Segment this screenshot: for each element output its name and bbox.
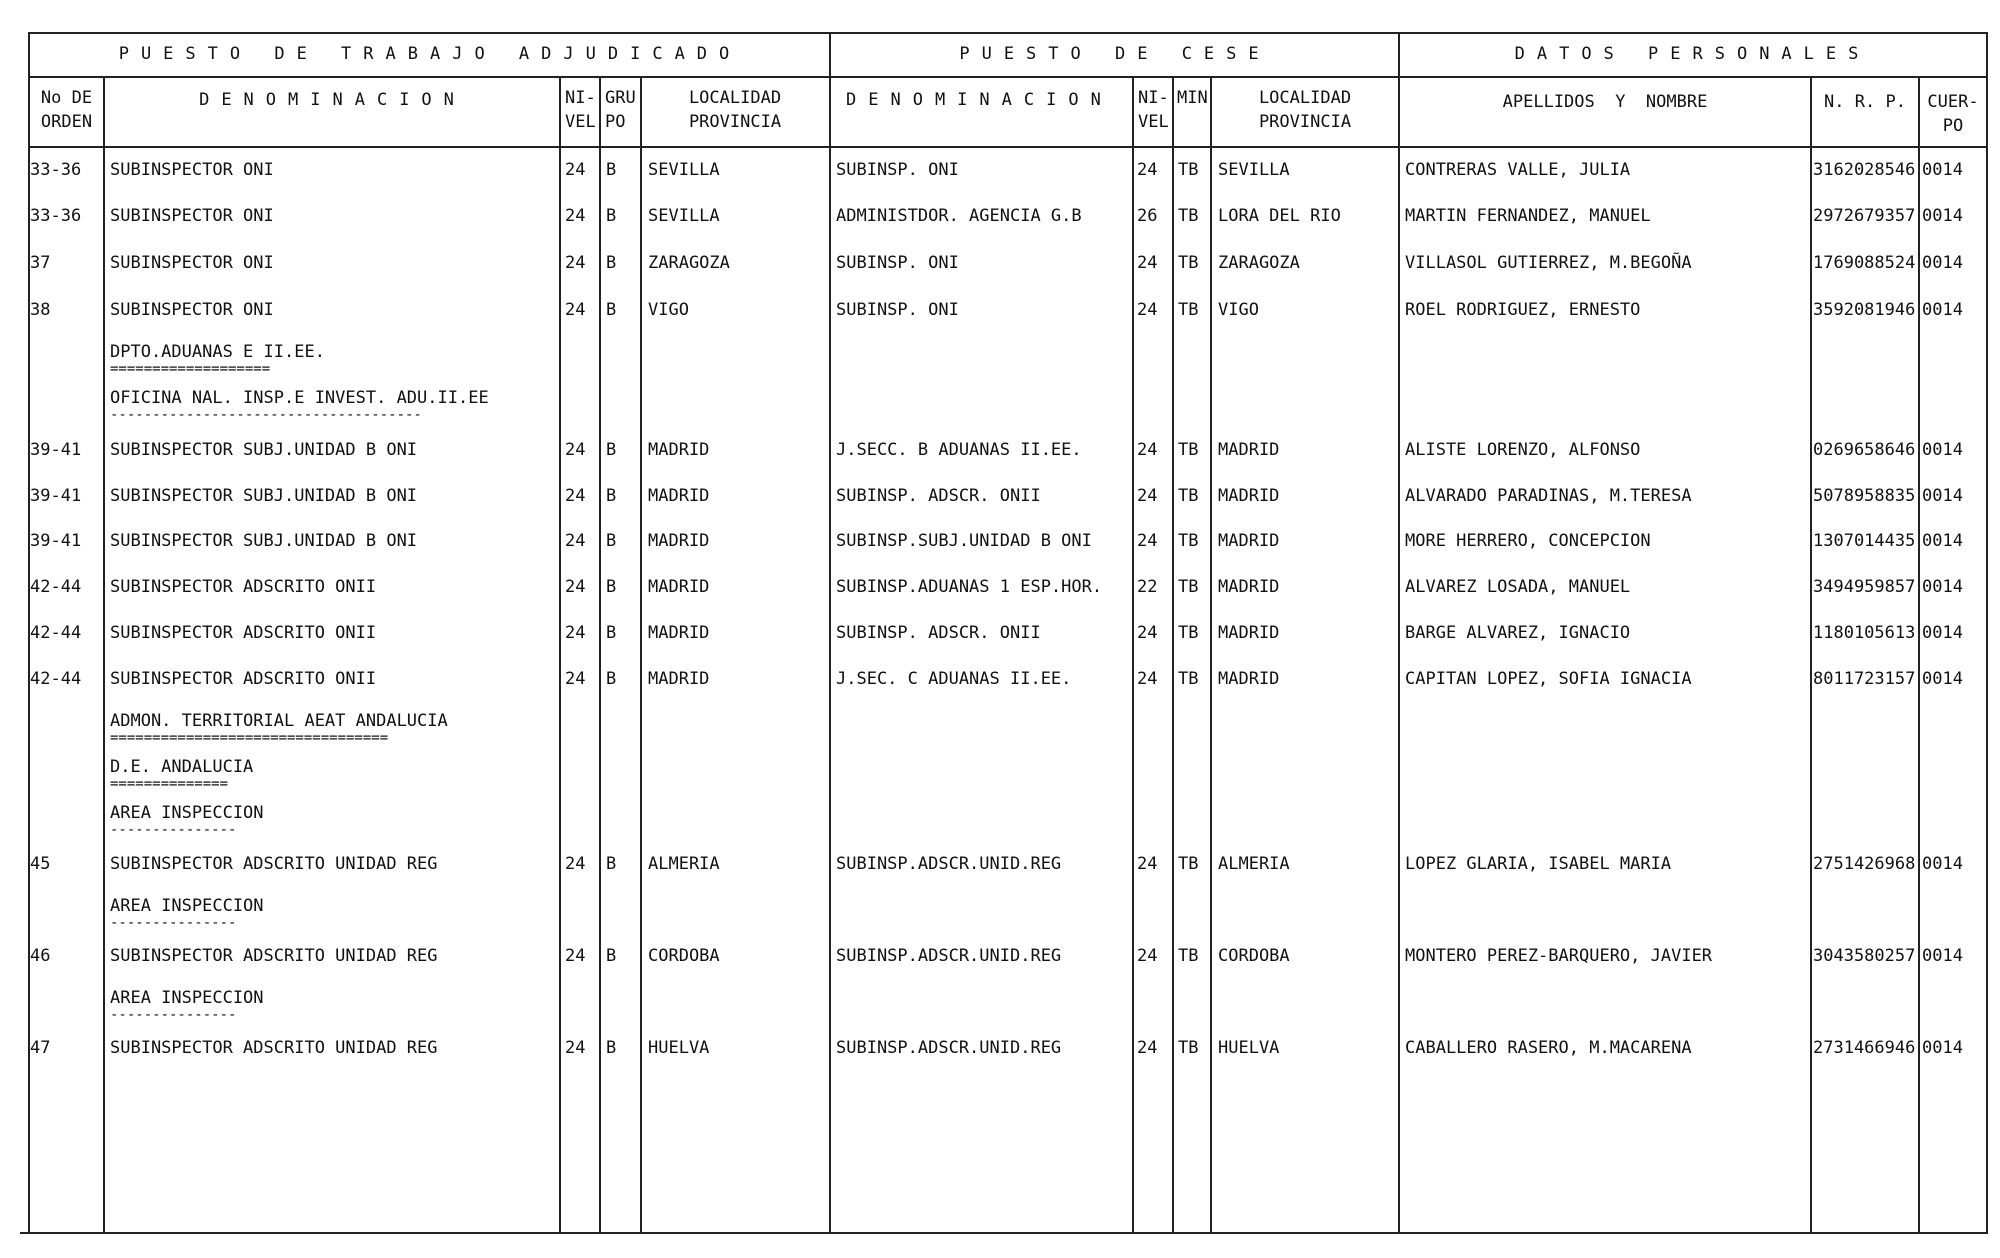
col-header-orden-1: No DE — [40, 88, 93, 108]
cell-denominacion: SUBINSPECTOR SUBJ.UNIDAD B ONI — [110, 440, 418, 460]
cell-denominacion: SUBINSPECTOR ADSCRITO UNIDAD REG — [110, 854, 438, 874]
right-border — [1986, 32, 1988, 1232]
cell-cese-localidad: MADRID — [1218, 669, 1280, 689]
section-heading: DPTO.ADUANAS E II.EE. — [110, 342, 325, 362]
cell-nrp: 3162028546 — [1813, 160, 1916, 180]
cell-cese-localidad: MADRID — [1218, 486, 1280, 506]
section-underline: --------------- — [110, 1007, 237, 1023]
cell-cese-nivel: 24 — [1137, 300, 1158, 320]
cell-nrp: 5078958835 — [1813, 486, 1916, 506]
cell-cese-denominacion: SUBINSP. ONI — [836, 253, 959, 273]
cell-cese-localidad: MADRID — [1218, 623, 1280, 643]
cell-min: TB — [1178, 577, 1199, 597]
cell-denominacion: SUBINSPECTOR ADSCRITO UNIDAD REG — [110, 1038, 438, 1058]
cell-cuerpo: 0014 — [1922, 669, 1963, 689]
cell-cese-localidad: LORA DEL RIO — [1218, 206, 1341, 226]
cell-cuerpo: 0014 — [1922, 577, 1963, 597]
cell-nivel: 24 — [565, 300, 586, 320]
cell-orden: 42-44 — [30, 669, 82, 689]
col-header-cuerpo-1: CUER- — [1927, 92, 1979, 112]
cell-orden: 37 — [30, 253, 51, 273]
section-heading: ADMON. TERRITORIAL AEAT ANDALUCIA — [110, 711, 448, 731]
cell-min: TB — [1178, 440, 1199, 460]
cell-grupo: B — [606, 531, 617, 551]
col-divider-min — [1210, 78, 1212, 1232]
cell-nivel: 24 — [565, 486, 586, 506]
group-header-datos-personales: DATOS PERSONALES — [1514, 44, 1871, 64]
group-header-divider — [28, 76, 1988, 78]
cell-orden: 39-41 — [30, 440, 82, 460]
col-divider-cese-denominacion — [1132, 78, 1134, 1232]
col-header-nrp: N. R. P. — [1824, 92, 1906, 112]
cell-nombre: VILLASOL GUTIERREZ, M.BEGOÑA — [1405, 253, 1692, 273]
cell-cese-nivel: 24 — [1137, 669, 1158, 689]
cell-nombre: ALISTE LORENZO, ALFONSO — [1405, 440, 1641, 460]
cell-grupo: B — [606, 1038, 617, 1058]
col-divider-nrp — [1918, 78, 1920, 1232]
cell-orden: 47 — [30, 1038, 51, 1058]
cell-cuerpo: 0014 — [1922, 160, 1963, 180]
cell-min: TB — [1178, 854, 1199, 874]
cell-min: TB — [1178, 669, 1199, 689]
cell-min: TB — [1178, 486, 1199, 506]
cell-cuerpo: 0014 — [1922, 253, 1963, 273]
cell-cuerpo: 0014 — [1922, 486, 1963, 506]
cell-cese-localidad: HUELVA — [1218, 1038, 1280, 1058]
col-header-cese-nivel-1: NI- — [1138, 88, 1169, 108]
group-header-adjudicado: PUESTO DE TRABAJO ADJUDICADO — [118, 44, 742, 64]
cell-nrp: 3592081946 — [1813, 300, 1916, 320]
col-divider-grupo — [640, 78, 642, 1232]
cell-cese-denominacion: SUBINSP.ADSCR.UNID.REG — [836, 946, 1062, 966]
cell-cese-nivel: 24 — [1137, 440, 1158, 460]
cell-grupo: B — [606, 206, 617, 226]
cell-cese-localidad: MADRID — [1218, 531, 1280, 551]
cell-cese-denominacion: ADMINISTDOR. AGENCIA G.B — [836, 206, 1082, 226]
cell-cese-localidad: MADRID — [1218, 440, 1280, 460]
cell-cuerpo: 0014 — [1922, 946, 1963, 966]
group-divider-1 — [829, 32, 831, 1232]
col-header-grupo-2: PO — [605, 112, 626, 132]
cell-orden: 39-41 — [30, 531, 82, 551]
cell-denominacion: SUBINSPECTOR ADSCRITO UNIDAD REG — [110, 946, 438, 966]
section-heading: AREA INSPECCION — [110, 803, 264, 823]
cell-cese-nivel: 24 — [1137, 531, 1158, 551]
cell-nrp: 3043580257 — [1813, 946, 1916, 966]
cell-localidad: SEVILLA — [648, 160, 720, 180]
cell-cuerpo: 0014 — [1922, 300, 1963, 320]
cell-orden: 39-41 — [30, 486, 82, 506]
cell-nrp: 1180105613 — [1813, 623, 1916, 643]
cell-nivel: 24 — [565, 854, 586, 874]
cell-cuerpo: 0014 — [1922, 854, 1963, 874]
cell-nivel: 24 — [565, 206, 586, 226]
cell-denominacion: SUBINSPECTOR ONI — [110, 253, 274, 273]
col-header-cese-denominacion: DENOMINACION — [846, 90, 1113, 110]
column-header-divider — [28, 146, 1988, 148]
cell-localidad: MADRID — [648, 440, 710, 460]
cell-cese-denominacion: SUBINSP. ONI — [836, 300, 959, 320]
cell-grupo: B — [606, 160, 617, 180]
cell-nombre: CABALLERO RASERO, M.MACARENA — [1405, 1038, 1692, 1058]
cell-cese-localidad: MADRID — [1218, 577, 1280, 597]
cell-nivel: 24 — [565, 160, 586, 180]
cell-min: TB — [1178, 206, 1199, 226]
cell-denominacion: SUBINSPECTOR ONI — [110, 300, 274, 320]
table-top-border — [28, 32, 1988, 34]
cell-cese-nivel: 26 — [1137, 206, 1158, 226]
cell-min: TB — [1178, 623, 1199, 643]
cell-nivel: 24 — [565, 531, 586, 551]
section-heading: D.E. ANDALUCIA — [110, 757, 254, 777]
cell-nrp: 8011723157 — [1813, 669, 1916, 689]
col-header-cese-nivel-2: VEL — [1138, 112, 1169, 132]
cell-cese-nivel: 24 — [1137, 946, 1158, 966]
cell-cese-denominacion: J.SECC. B ADUANAS II.EE. — [836, 440, 1082, 460]
cell-orden: 33-36 — [30, 206, 82, 226]
col-divider-nombre — [1810, 78, 1812, 1232]
cell-localidad: HUELVA — [648, 1038, 710, 1058]
cell-grupo: B — [606, 253, 617, 273]
col-divider-cese-nivel — [1172, 78, 1174, 1232]
cell-min: TB — [1178, 1038, 1199, 1058]
col-header-orden-2: ORDEN — [40, 112, 93, 132]
cell-cese-nivel: 24 — [1137, 486, 1158, 506]
cell-nombre: ROEL RODRIGUEZ, ERNESTO — [1405, 300, 1641, 320]
cell-orden: 42-44 — [30, 577, 82, 597]
cell-nombre: MORE HERRERO, CONCEPCION — [1405, 531, 1651, 551]
group-header-cese: PUESTO DE CESE — [959, 44, 1271, 64]
col-header-cuerpo-2: PO — [1942, 116, 1964, 136]
cell-cuerpo: 0014 — [1922, 623, 1963, 643]
col-divider-denominacion — [559, 78, 561, 1232]
cell-orden: 46 — [30, 946, 51, 966]
cell-grupo: B — [606, 946, 617, 966]
cell-cese-denominacion: SUBINSP. ADSCR. ONII — [836, 623, 1041, 643]
cell-nombre: ALVARADO PARADINAS, M.TERESA — [1405, 486, 1692, 506]
cell-denominacion: SUBINSPECTOR ONI — [110, 206, 274, 226]
cell-nrp: 0269658646 — [1813, 440, 1916, 460]
cell-cese-denominacion: SUBINSP.ADSCR.UNID.REG — [836, 1038, 1062, 1058]
cell-cese-denominacion: SUBINSP.SUBJ.UNIDAD B ONI — [836, 531, 1092, 551]
cell-localidad: ALMERIA — [648, 854, 720, 874]
col-header-denominacion: DENOMINACION — [199, 90, 466, 110]
cell-cese-localidad: ALMERIA — [1218, 854, 1290, 874]
col-header-apellidos-nombre: APELLIDOS Y NOMBRE — [1502, 92, 1708, 112]
cell-cese-denominacion: SUBINSP.ADSCR.UNID.REG — [836, 854, 1062, 874]
section-underline: ------------------------------------- — [110, 407, 422, 423]
cell-nombre: CAPITAN LOPEZ, SOFIA IGNACIA — [1405, 669, 1692, 689]
cell-orden: 38 — [30, 300, 51, 320]
cell-cese-denominacion: SUBINSP.ADUANAS 1 ESP.HOR. — [836, 577, 1103, 597]
cell-grupo: B — [606, 669, 617, 689]
cell-cuerpo: 0014 — [1922, 440, 1963, 460]
cell-cese-nivel: 24 — [1137, 623, 1158, 643]
cell-orden: 33-36 — [30, 160, 82, 180]
group-divider-2 — [1398, 32, 1400, 1232]
cell-nrp: 1307014435 — [1813, 531, 1916, 551]
cell-grupo: B — [606, 440, 617, 460]
col-header-cese-localidad-1: LOCALIDAD — [1258, 88, 1352, 108]
cell-cese-nivel: 22 — [1137, 577, 1158, 597]
cell-localidad: MADRID — [648, 531, 710, 551]
cell-localidad: MADRID — [648, 486, 710, 506]
cell-nrp: 2972679357 — [1813, 206, 1916, 226]
cell-nombre: ALVAREZ LOSADA, MANUEL — [1405, 577, 1631, 597]
cell-nivel: 24 — [565, 253, 586, 273]
cell-nombre: BARGE ALVAREZ, IGNACIO — [1405, 623, 1631, 643]
cell-denominacion: SUBINSPECTOR ADSCRITO ONII — [110, 623, 377, 643]
section-heading: OFICINA NAL. INSP.E INVEST. ADU.II.EE — [110, 388, 489, 408]
table-bottom-border — [20, 1232, 1988, 1234]
cell-cese-localidad: CORDOBA — [1218, 946, 1290, 966]
col-header-min: MIN — [1177, 88, 1208, 108]
col-header-localidad-1: LOCALIDAD — [688, 88, 782, 108]
cell-nrp: 1769088524 — [1813, 253, 1916, 273]
col-header-grupo-1: GRU — [605, 88, 636, 108]
section-underline: --------------- — [110, 915, 237, 931]
cell-cese-denominacion: SUBINSP. ONI — [836, 160, 959, 180]
cell-localidad: MADRID — [648, 669, 710, 689]
cell-cese-nivel: 24 — [1137, 854, 1158, 874]
cell-denominacion: SUBINSPECTOR SUBJ.UNIDAD B ONI — [110, 486, 418, 506]
cell-min: TB — [1178, 946, 1199, 966]
cell-nrp: 2731466946 — [1813, 1038, 1916, 1058]
cell-nivel: 24 — [565, 669, 586, 689]
cell-min: TB — [1178, 253, 1199, 273]
section-heading: AREA INSPECCION — [110, 988, 264, 1008]
cell-denominacion: SUBINSPECTOR ADSCRITO ONII — [110, 577, 377, 597]
cell-grupo: B — [606, 486, 617, 506]
section-underline: =================== — [110, 361, 271, 377]
cell-nivel: 24 — [565, 946, 586, 966]
cell-grupo: B — [606, 300, 617, 320]
cell-localidad: MADRID — [648, 623, 710, 643]
cell-cese-localidad: ZARAGOZA — [1218, 253, 1300, 273]
cell-min: TB — [1178, 160, 1199, 180]
cell-localidad: VIGO — [648, 300, 689, 320]
cell-cese-nivel: 24 — [1137, 253, 1158, 273]
cell-nivel: 24 — [565, 577, 586, 597]
cell-cuerpo: 0014 — [1922, 1038, 1963, 1058]
cell-orden: 45 — [30, 854, 51, 874]
section-heading: AREA INSPECCION — [110, 896, 264, 916]
section-underline: ================================= — [110, 730, 389, 746]
cell-cuerpo: 0014 — [1922, 531, 1963, 551]
cell-cese-denominacion: SUBINSP. ADSCR. ONII — [836, 486, 1041, 506]
col-header-cese-localidad-2: PROVINCIA — [1258, 112, 1352, 132]
cell-orden: 42-44 — [30, 623, 82, 643]
cell-nombre: MARTIN FERNANDEZ, MANUEL — [1405, 206, 1651, 226]
cell-cese-nivel: 24 — [1137, 160, 1158, 180]
cell-grupo: B — [606, 577, 617, 597]
cell-localidad: SEVILLA — [648, 206, 720, 226]
cell-cese-nivel: 24 — [1137, 1038, 1158, 1058]
cell-denominacion: SUBINSPECTOR ADSCRITO ONII — [110, 669, 377, 689]
cell-nombre: LOPEZ GLARIA, ISABEL MARIA — [1405, 854, 1672, 874]
cell-localidad: MADRID — [648, 577, 710, 597]
cell-nombre: MONTERO PEREZ-BARQUERO, JAVIER — [1405, 946, 1713, 966]
cell-min: TB — [1178, 531, 1199, 551]
cell-cese-denominacion: J.SEC. C ADUANAS II.EE. — [836, 669, 1072, 689]
col-header-nivel-1: NI- — [565, 88, 596, 108]
col-divider-orden — [103, 78, 105, 1232]
cell-grupo: B — [606, 854, 617, 874]
cell-min: TB — [1178, 300, 1199, 320]
cell-localidad: CORDOBA — [648, 946, 720, 966]
cell-localidad: ZARAGOZA — [648, 253, 730, 273]
cell-grupo: B — [606, 623, 617, 643]
cell-nombre: CONTRERAS VALLE, JULIA — [1405, 160, 1631, 180]
section-underline: ============== — [110, 776, 229, 792]
col-header-localidad-2: PROVINCIA — [688, 112, 782, 132]
cell-cese-localidad: SEVILLA — [1218, 160, 1290, 180]
cell-denominacion: SUBINSPECTOR ONI — [110, 160, 274, 180]
col-header-nivel-2: VEL — [565, 112, 596, 132]
cell-nrp: 2751426968 — [1813, 854, 1916, 874]
cell-nivel: 24 — [565, 623, 586, 643]
cell-denominacion: SUBINSPECTOR SUBJ.UNIDAD B ONI — [110, 531, 418, 551]
col-divider-nivel — [599, 78, 601, 1232]
cell-nivel: 24 — [565, 440, 586, 460]
cell-cese-localidad: VIGO — [1218, 300, 1259, 320]
section-underline: --------------- — [110, 822, 237, 838]
cell-nrp: 3494959857 — [1813, 577, 1916, 597]
cell-nivel: 24 — [565, 1038, 586, 1058]
cell-cuerpo: 0014 — [1922, 206, 1963, 226]
